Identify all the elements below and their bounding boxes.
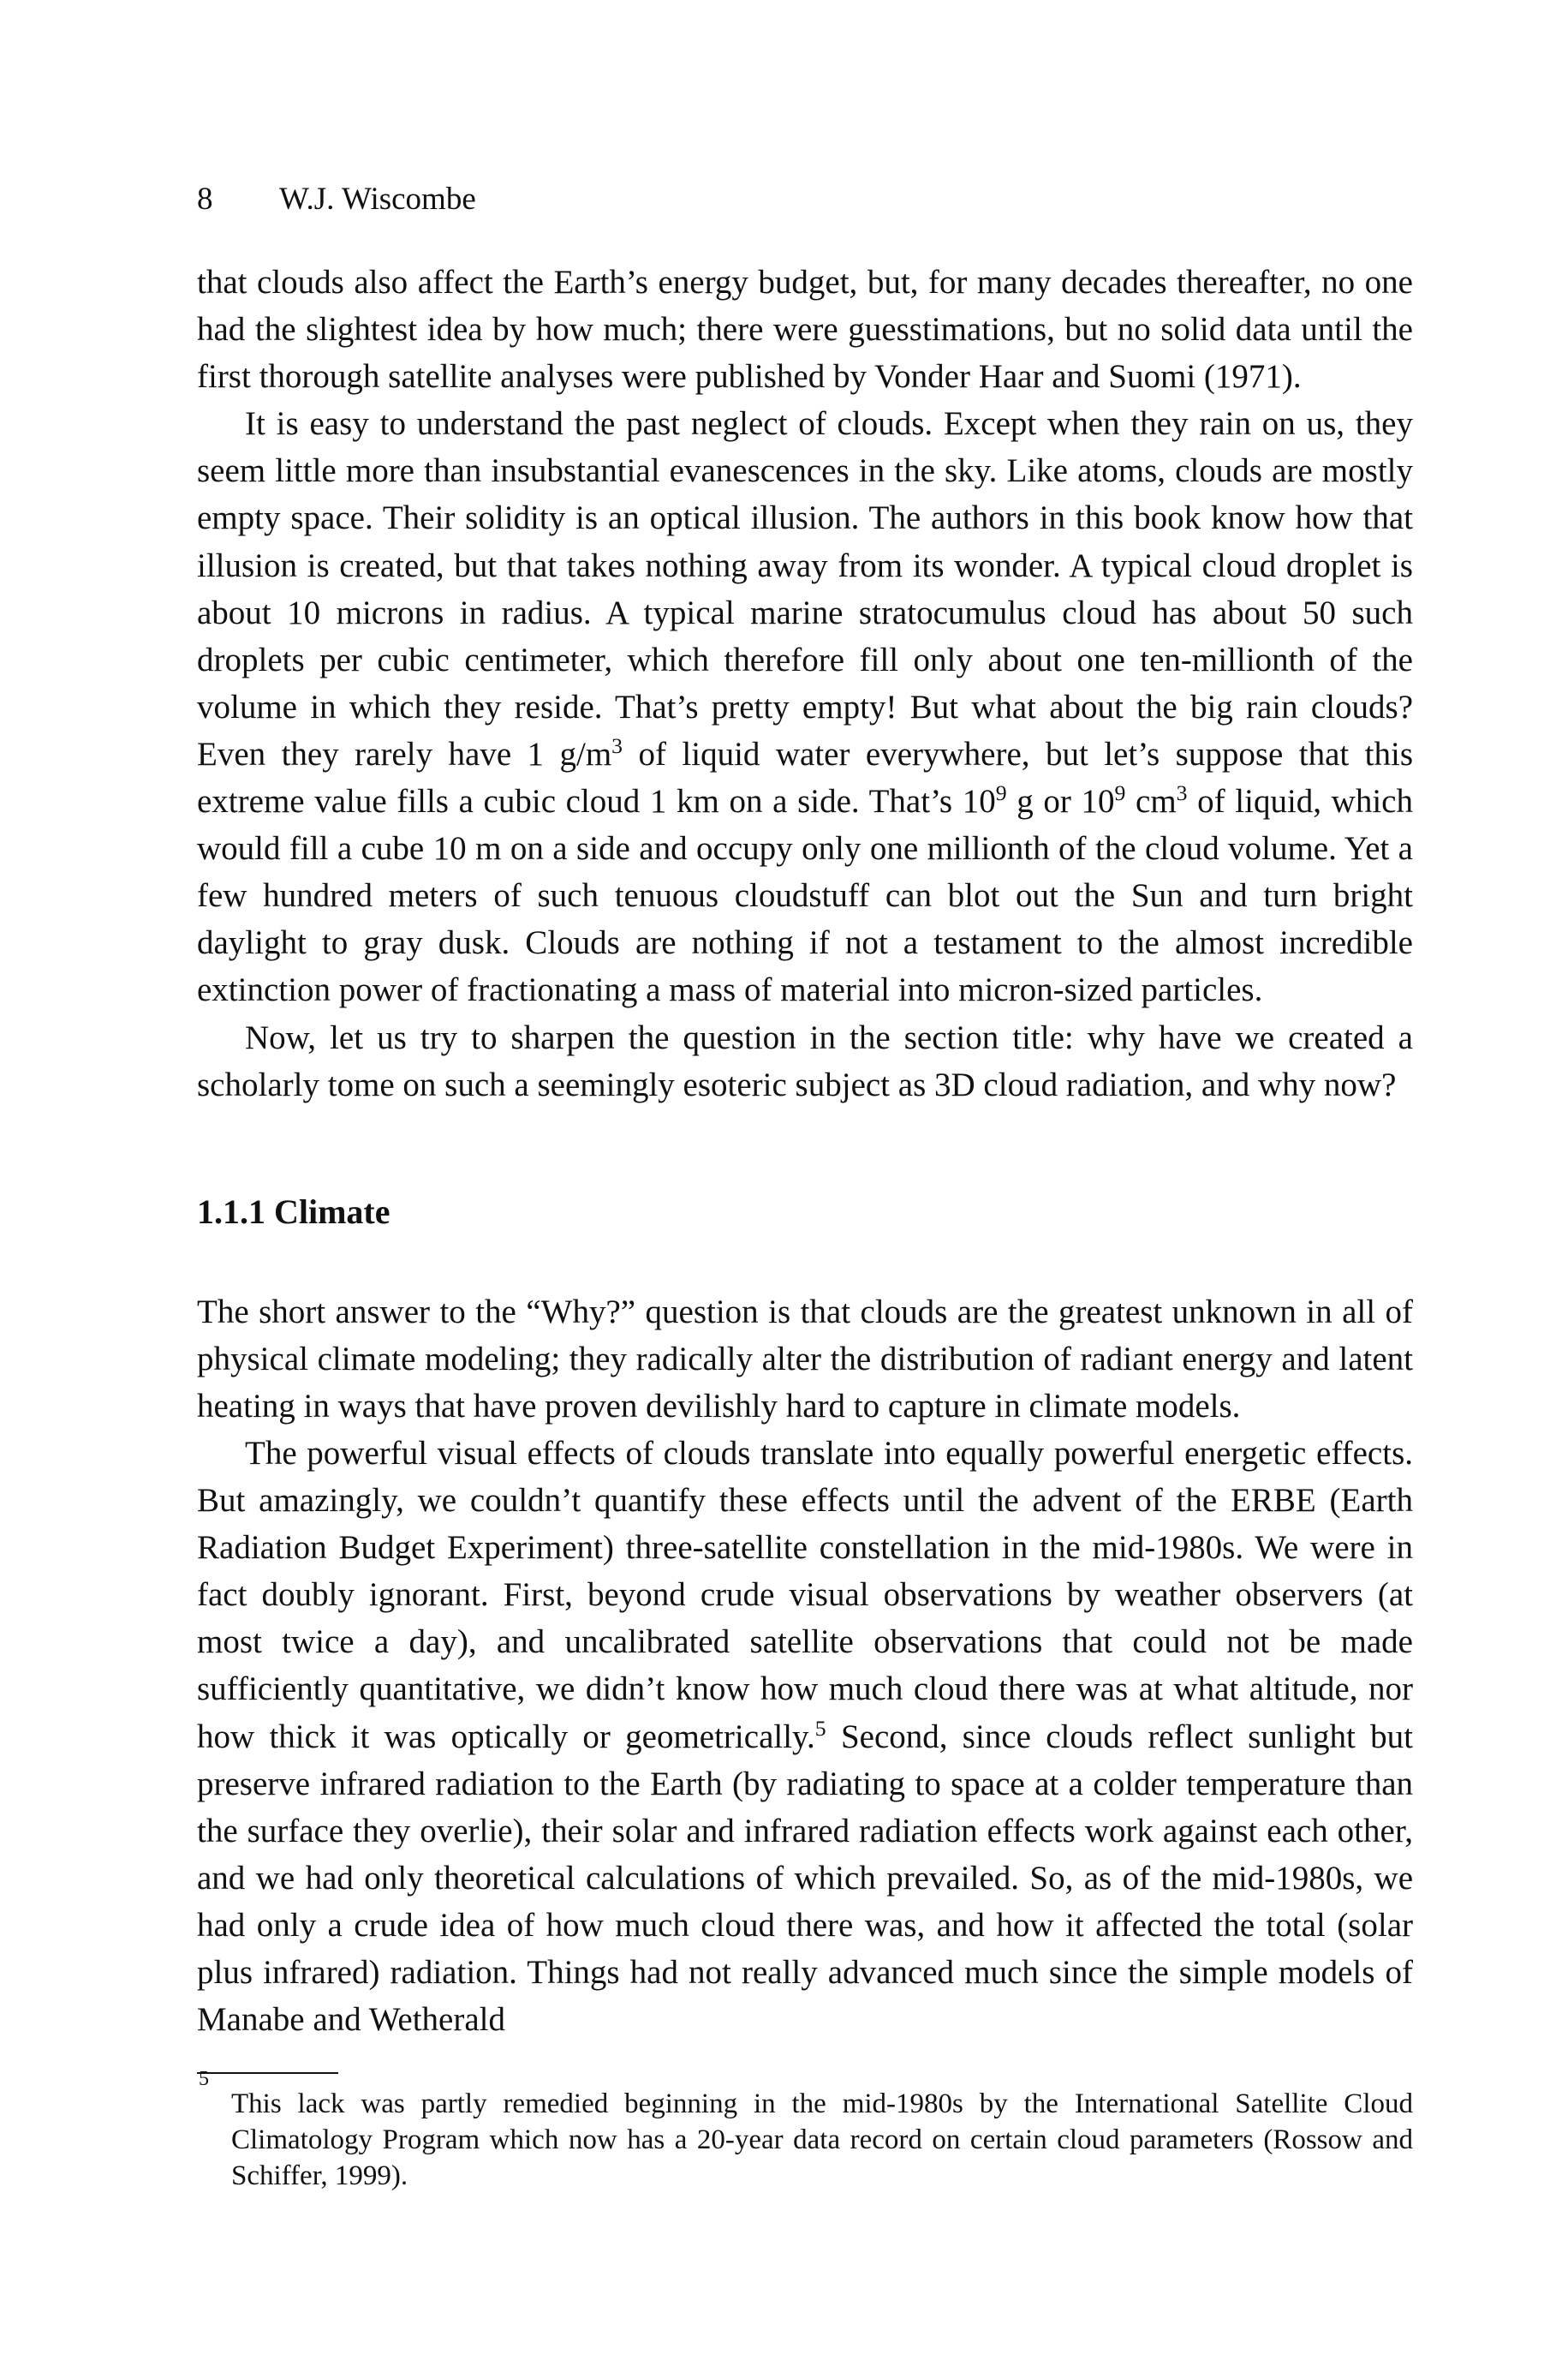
page-number: 8 xyxy=(197,182,213,217)
paragraph-cloud-emptiness: It is easy to understand the past neglect of clouds. Except when they rain on us, they seem little more than insubstantial evanescences in the sky. Like atoms, clouds are mostly empty space. Their solidity is an optical illusion. The authors in this book know how that illusion is created, but that takes nothing away from its wonder. A typical cloud droplet is about 10 microns in radius. A typical marine stratocumulus cloud has about 50 such droplets per cubic centimeter, which therefore fill only about one ten-millionth of the volume in which they reside. That’s pretty empty! But what about the big rain clouds? Even they rarely have 1 $g/m^3$ of liquid water everywhere, but let’s suppose that this extreme value fills a cubic cloud 1 km on a side. That’s $10^9$ g or $10^9$ $cm^3$ of liquid, which would fill a cube 10 m on a side and occupy only one millionth of the cloud volume. Yet a few hundred meters of such tenuous cloudstuff can blot out the Sun and turn bright daylight to gray dusk. Clouds are nothing if not a testament to the almost incredible extinction power of fractionating a mass of material into micron-sized particles. xyxy=(197,405,1413,1009)
superscript: 9 xyxy=(1114,780,1126,805)
superscript: 3 xyxy=(611,732,623,758)
paragraph-short-answer: The short answer to the “Why?” question is that clouds are the greatest unknown in all of physical climate modeling; they radically alter the distribution of radiant energy and latent heating in ways that have proven devilishly hard to capture in climate models. xyxy=(197,1293,1413,1425)
section-title: Climate xyxy=(274,1192,391,1231)
page xyxy=(197,180,1413,2194)
footnote-rule xyxy=(197,2072,338,2074)
running-head-author: W.J. Wiscombe xyxy=(279,182,476,217)
section-heading xyxy=(197,1191,1413,1234)
paragraph-question: Now, let us try to sharpen the question in the section title: why have we created a scholarly tome on such a seemingly esoteric subject as 3D cloud radiation, and why now? xyxy=(197,1019,1413,1103)
footnote: 5 This lack was partly remedied beginning in the mid-1980s by the International Satellite Cloud Climatology Program which now has a 20-year data record on certain cloud parameters (Rossow and Schiffer, 1999). xyxy=(199,2068,1413,2192)
running-head xyxy=(197,180,1413,219)
footnote-reference[interactable]: 5 xyxy=(814,1715,826,1741)
paragraph-continued: that clouds also affect the Earth’s energy budget, but, for many decades thereafter, no one had the slightest idea by how much; there were guesstimations, but no solid data until the first thorough satellite analyses were published by Vonder Haar and Suomi (1971). xyxy=(197,264,1413,396)
section-number: 1.1.1 xyxy=(197,1192,265,1231)
footnote-text: This lack was partly remedied beginning in the mid-1980s by the International Satellite Cloud Climatology Program which now has a 20-year data record on certain cloud parameters (Rossow and Schiffer, 1999). xyxy=(231,2088,1413,2192)
superscript: 9 xyxy=(995,780,1007,805)
paragraph-energetic-effects: The powerful visual effects of clouds translate into equally powerful energetic effects. But amazingly, we couldn’t quantify these effects until the advent of the ERBE (Earth Radiation Budget Experiment) three-satellite constellation in the mid-1980s. We were in fact doubly ignorant. First, beyond crude visual observations by weather observers (at most twice a day), and uncalibrated satellite observations that could not be made sufficiently quantitative, we didn’t know how much cloud there was at what altitude, nor how thick it was optically or geometrically.$^5$ Second, since clouds reflect sunlight but preserve infrared radiation to the Earth (by radiating to space at a colder temperature than the surface they overlie), their solar and infrared radiation effects work against each other, and we had only theoretical calculations of which prevailed. So, as of the mid-1980s, we had only a crude idea of how much cloud there was, and how it affected the total (solar plus infrared) radiation. Things had not really advanced much since the simple models of Manabe and Wetherald xyxy=(197,1434,1413,2039)
superscript: 3 xyxy=(1176,780,1188,805)
